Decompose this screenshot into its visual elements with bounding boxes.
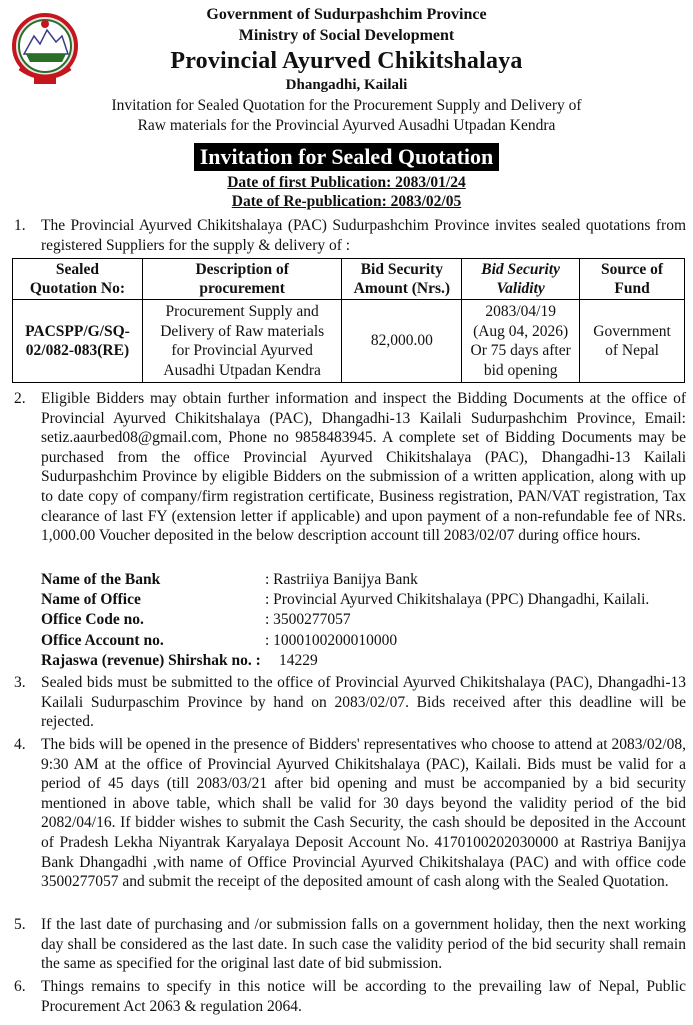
table-row	[13, 300, 685, 383]
office-name-value: : Provincial Ayurved Chikitshalaya (PPC) Dhangadhi, Kailali.	[265, 591, 650, 609]
header-quotation-no: Sealed Quotation No:	[13, 259, 143, 300]
bank-name-label: Name of the Bank	[41, 571, 161, 588]
clause-4	[14, 735, 686, 892]
table-header-row	[13, 259, 685, 300]
clause-6	[14, 977, 686, 1016]
header-source-of-fund: Source of Fund	[580, 259, 685, 300]
clause-2	[14, 389, 686, 546]
office-code-label: Office Code no.	[41, 611, 144, 629]
first-publication-date: Date of first Publication: 2083/01/24	[227, 174, 466, 191]
header-bid-security-validity: Bid Security Validity	[462, 259, 580, 300]
office-name-label: Name of Office	[41, 591, 141, 609]
clause-text: Sealed bids must be submitted to the office of Provincial Ayurved Chikitshalaya (PAC), Dhangadhi-13 Kailali Sudurpaschim Province by hand on 2083/02/07. Bids received after this deadline will be rejected.	[41, 674, 686, 731]
header-bid-security-amount: Bid Security Amount (Nrs.)	[342, 259, 462, 300]
office-account-label: Office Account no.	[41, 631, 164, 649]
subtitle-line-1: Invitation for Sealed Quotation for the Procurement Supply and Delivery of	[111, 97, 582, 114]
validity-cell: 2083/04/19 (Aug 04, 2026) Or 75 days after bid opening	[462, 300, 580, 383]
quotation-number-cell: PACSPP/G/SQ- 02/082-083(RE)	[13, 300, 143, 383]
ministry-heading: Ministry of Social Development	[238, 27, 455, 44]
government-heading: Government of Sudurpashchim Province	[206, 6, 487, 23]
organization-title: Provincial Ayurved Chikitshalaya	[170, 48, 523, 74]
clause-number: 3.	[14, 674, 26, 691]
amount-cell: 82,000.00	[342, 300, 462, 383]
re-publication-date: Date of Re-publication: 2083/02/05	[231, 193, 462, 210]
location-heading: Dhangadhi, Kailali	[285, 77, 408, 93]
clause-text: The bids will be opened in the presence of Bidders' representatives who choose to attend at 2083/02/08, 9:30 AM at the office of Provincial Ayurved Chikitshalaya (PAC), Kailali. Bids must be valid for a period of 45 days (till 2083/03/21 after bid opening and must be accompanied by a bid security mentioned in above table, which shall be valid for 30 days beyond the validity period of the bid 2082/04/16. If bidder wishes to submit the Cash Security, the cash should be deposited in the Account of Pradesh Lekha Niyantrak Karyalaya Deposit Account No. 4170100202030000 at Rastriya Banijya Bank Dhangadhi ,with name of Office Provincial Ayurved Chikitshalaya (PAC) and with office code 3500277057 and submit the receipt of the deposited amount of cash along with the Sealed Quotation.	[41, 736, 686, 891]
clause-number: 4.	[14, 736, 26, 753]
office-code-value: : 3500277057	[265, 611, 351, 629]
notice-subtitle	[0, 96, 693, 136]
clause-number: 6.	[14, 978, 26, 995]
notice-banner: Invitation for Sealed Quotation	[194, 143, 500, 171]
clause-3	[14, 673, 686, 732]
clause-text: Things remains to specify in this notice will be according to the prevailing law of Nepal, Public Procurement Act 2063 & regulation 2064.	[41, 978, 686, 1015]
fund-cell: Government of Nepal	[580, 300, 685, 383]
clause-text: Eligible Bidders may obtain further information and inspect the Bidding Documents at the office of Provincial Ayurved Chikitshalaya (PAC), Dhangadhi-13 Kailali Sudurpashchim Province, Email: setiz.aaurbed08@gmail.com, Phone no 9858483945. A complete set of Bidding Documents may be purchased from the office Provincial Ayurved Chikitshalaya (PAC), Dhangadhi-13 Kailali Sudurpashchim Province by eligible Bidders on the submission of a written application, along with up to date copy of company/firm registration certificate, Business registration, PAN/VAT registration, Tax clearance of last FY (extension letter if applicable) and upon payment of a non-refundable fee of NRs. 1,000.00 Voucher deposited in the below description account till 2083/02/07 during office hours.	[41, 390, 686, 545]
clause-5	[14, 915, 686, 974]
subtitle-line-2: Raw materials for the Provincial Ayurved Ausadhi Utpadan Kendra	[137, 117, 556, 134]
clause-number: 2.	[14, 390, 26, 407]
header-description: Description of procurement	[142, 259, 342, 300]
clause-number: 1.	[14, 217, 26, 234]
rajaswa-label: Rajaswa (revenue) Shirshak no. :	[41, 651, 261, 669]
bid-table	[12, 258, 685, 383]
bank-name-value: : Rastriiya Banijya Bank	[265, 571, 418, 588]
banner-wrapper	[0, 143, 693, 171]
office-account-value: : 1000100200010000	[265, 631, 398, 649]
description-cell: Procurement Supply and Delivery of Raw materials for Provincial Ayurved Ausadhi Utpadan Kendra	[142, 300, 342, 383]
rajaswa-value: 14229	[279, 651, 318, 669]
clause-number: 5.	[14, 916, 26, 933]
clause-text: The Provincial Ayurved Chikitshalaya (PAC) Sudurpashchim Province invites sealed quotations from registered Suppliers for the supply & delivery of :	[41, 217, 686, 254]
clause-text: If the last date of purchasing and /or submission falls on a government holiday, then the next working day shall be considered as the last date. In such case the validity period of the bid security shall remain the same as specified for the original last date of bid submission.	[41, 916, 686, 973]
clause-1	[14, 216, 686, 255]
